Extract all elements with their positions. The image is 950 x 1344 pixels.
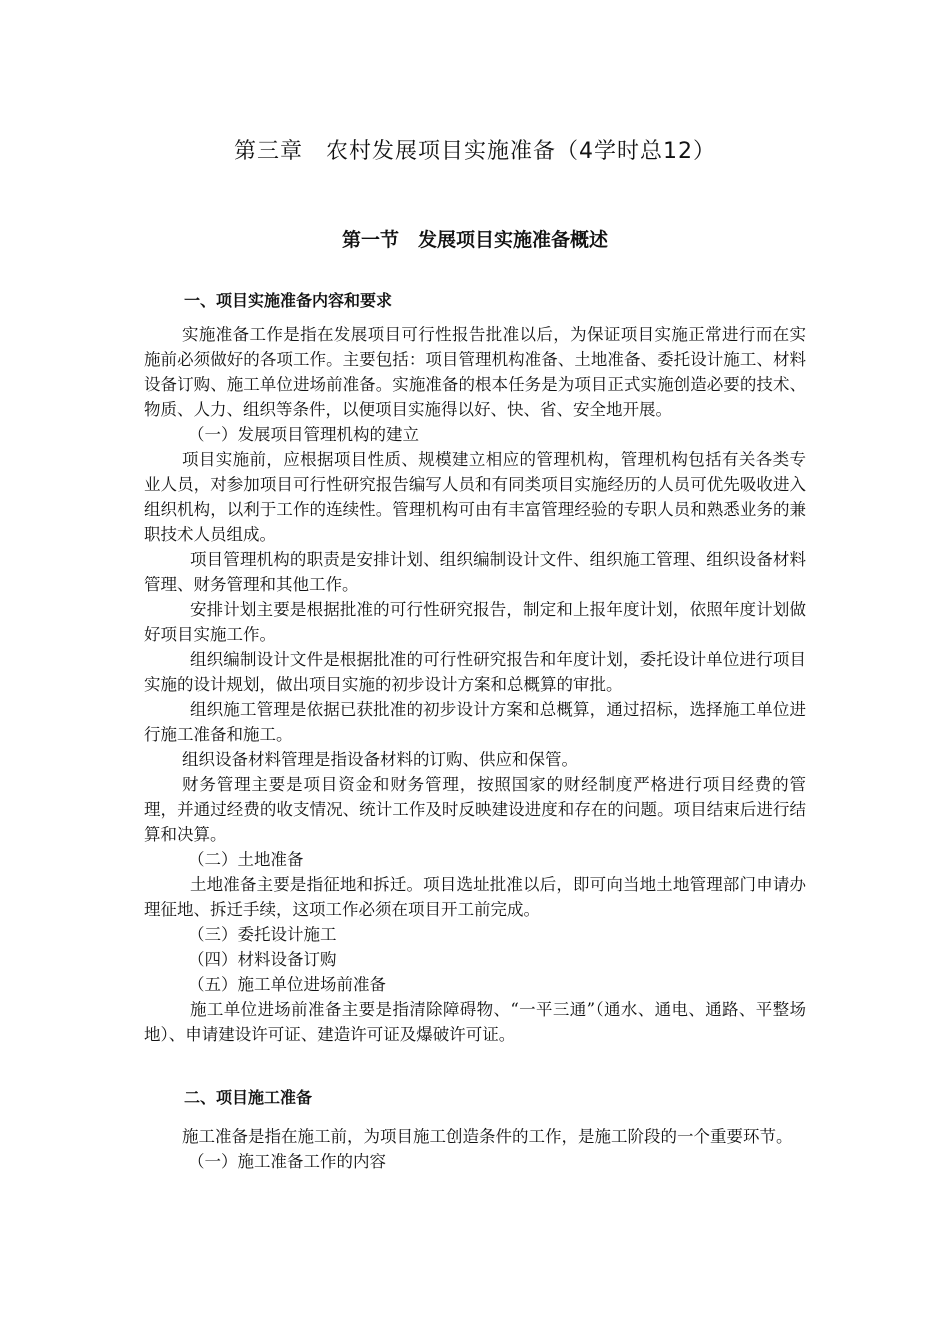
paragraph: 组织编制设计文件是根据批准的可行性研究报告和年度计划，委托设计单位进行项目实施的设计规划，做出项目实施的初步设计方案和总概算的审批。 [144, 650, 806, 694]
subheading: （三）委托设计施工 [188, 925, 337, 944]
body-part-1 [144, 288, 806, 313]
section-title: 第一节 发展项目实施准备概述 [341, 229, 608, 251]
paragraph: 施工准备是指在施工前，为项目施工创造条件的工作，是施工阶段的一个重要环节。 [182, 1127, 793, 1146]
paragraph: 安排计划主要是根据批准的可行性研究报告，制定和上报年度计划，依照年度计划做好项目实施工作。 [144, 600, 806, 644]
paragraph: 实施准备工作是指在发展项目可行性报告批准以后，为保证项目实施正常进行而在实施前必须做好的各项工作。主要包括：项目管理机构准备、土地准备、委托设计施工、材料设备订购、施工单位进场前准备。实施准备的根本任务是为项目正式实施创造必要的技术、物质、人力、组织等条件，以便项目实施得以好、快、省、安全地开展。 [144, 325, 806, 419]
body-part-4 [144, 1124, 806, 1174]
paragraph: 项目实施前，应根据项目性质、规模建立相应的管理机构，管理机构包括有关各类专业人员，对参加项目可行性研究报告编写人员和有同类项目实施经历的人员可优先吸收进入组织机构，以利于工作的连续性。管理机构可由有丰富管理经验的专职人员和熟悉业务的兼职技术人员组成。 [144, 450, 806, 544]
paragraph: 组织设备材料管理是指设备材料的订购、供应和保管。 [182, 750, 578, 769]
subheading: （一）施工准备工作的内容 [188, 1152, 386, 1171]
body-part-2 [144, 322, 806, 1047]
subheading: （四）材料设备订购 [188, 950, 337, 969]
subheading: （五）施工单位进场前准备 [188, 975, 386, 994]
body-part-3 [144, 1085, 806, 1110]
paragraph: 土地准备主要是指征地和拆迁。项目选址批准以后，即可向当地土地管理部门申请办理征地、拆迁手续，这项工作必须在项目开工前完成。 [144, 875, 806, 919]
paragraph: 项目管理机构的职责是安排计划、组织编制设计文件、组织施工管理、组织设备材料管理、财务管理和其他工作。 [144, 550, 806, 594]
heading-2: 二、项目施工准备 [184, 1088, 313, 1107]
subheading: （二）土地准备 [188, 850, 304, 869]
heading-1: 一、项目实施准备内容和要求 [184, 291, 393, 310]
paragraph: 财务管理主要是项目资金和财务管理，按照国家的财经制度严格进行项目经费的管理，并通过经费的收支情况、统计工作及时反映建设进度和存在的问题。项目结束后进行结算和决算。 [144, 775, 806, 844]
paragraph: 施工单位进场前准备主要是指清除障碍物、“一平三通”（通水、通电、通路、平整场地）、申请建设许可证、建造许可证及爆破许可证。 [144, 1000, 806, 1044]
paragraph: 组织施工管理是依据已获批准的初步设计方案和总概算，通过招标，选择施工单位进行施工准备和施工。 [144, 700, 806, 744]
chapter-title: 第三章 农村发展项目实施准备（4学时总12） [234, 139, 716, 164]
subheading: （一）发展项目管理机构的建立 [188, 425, 419, 444]
